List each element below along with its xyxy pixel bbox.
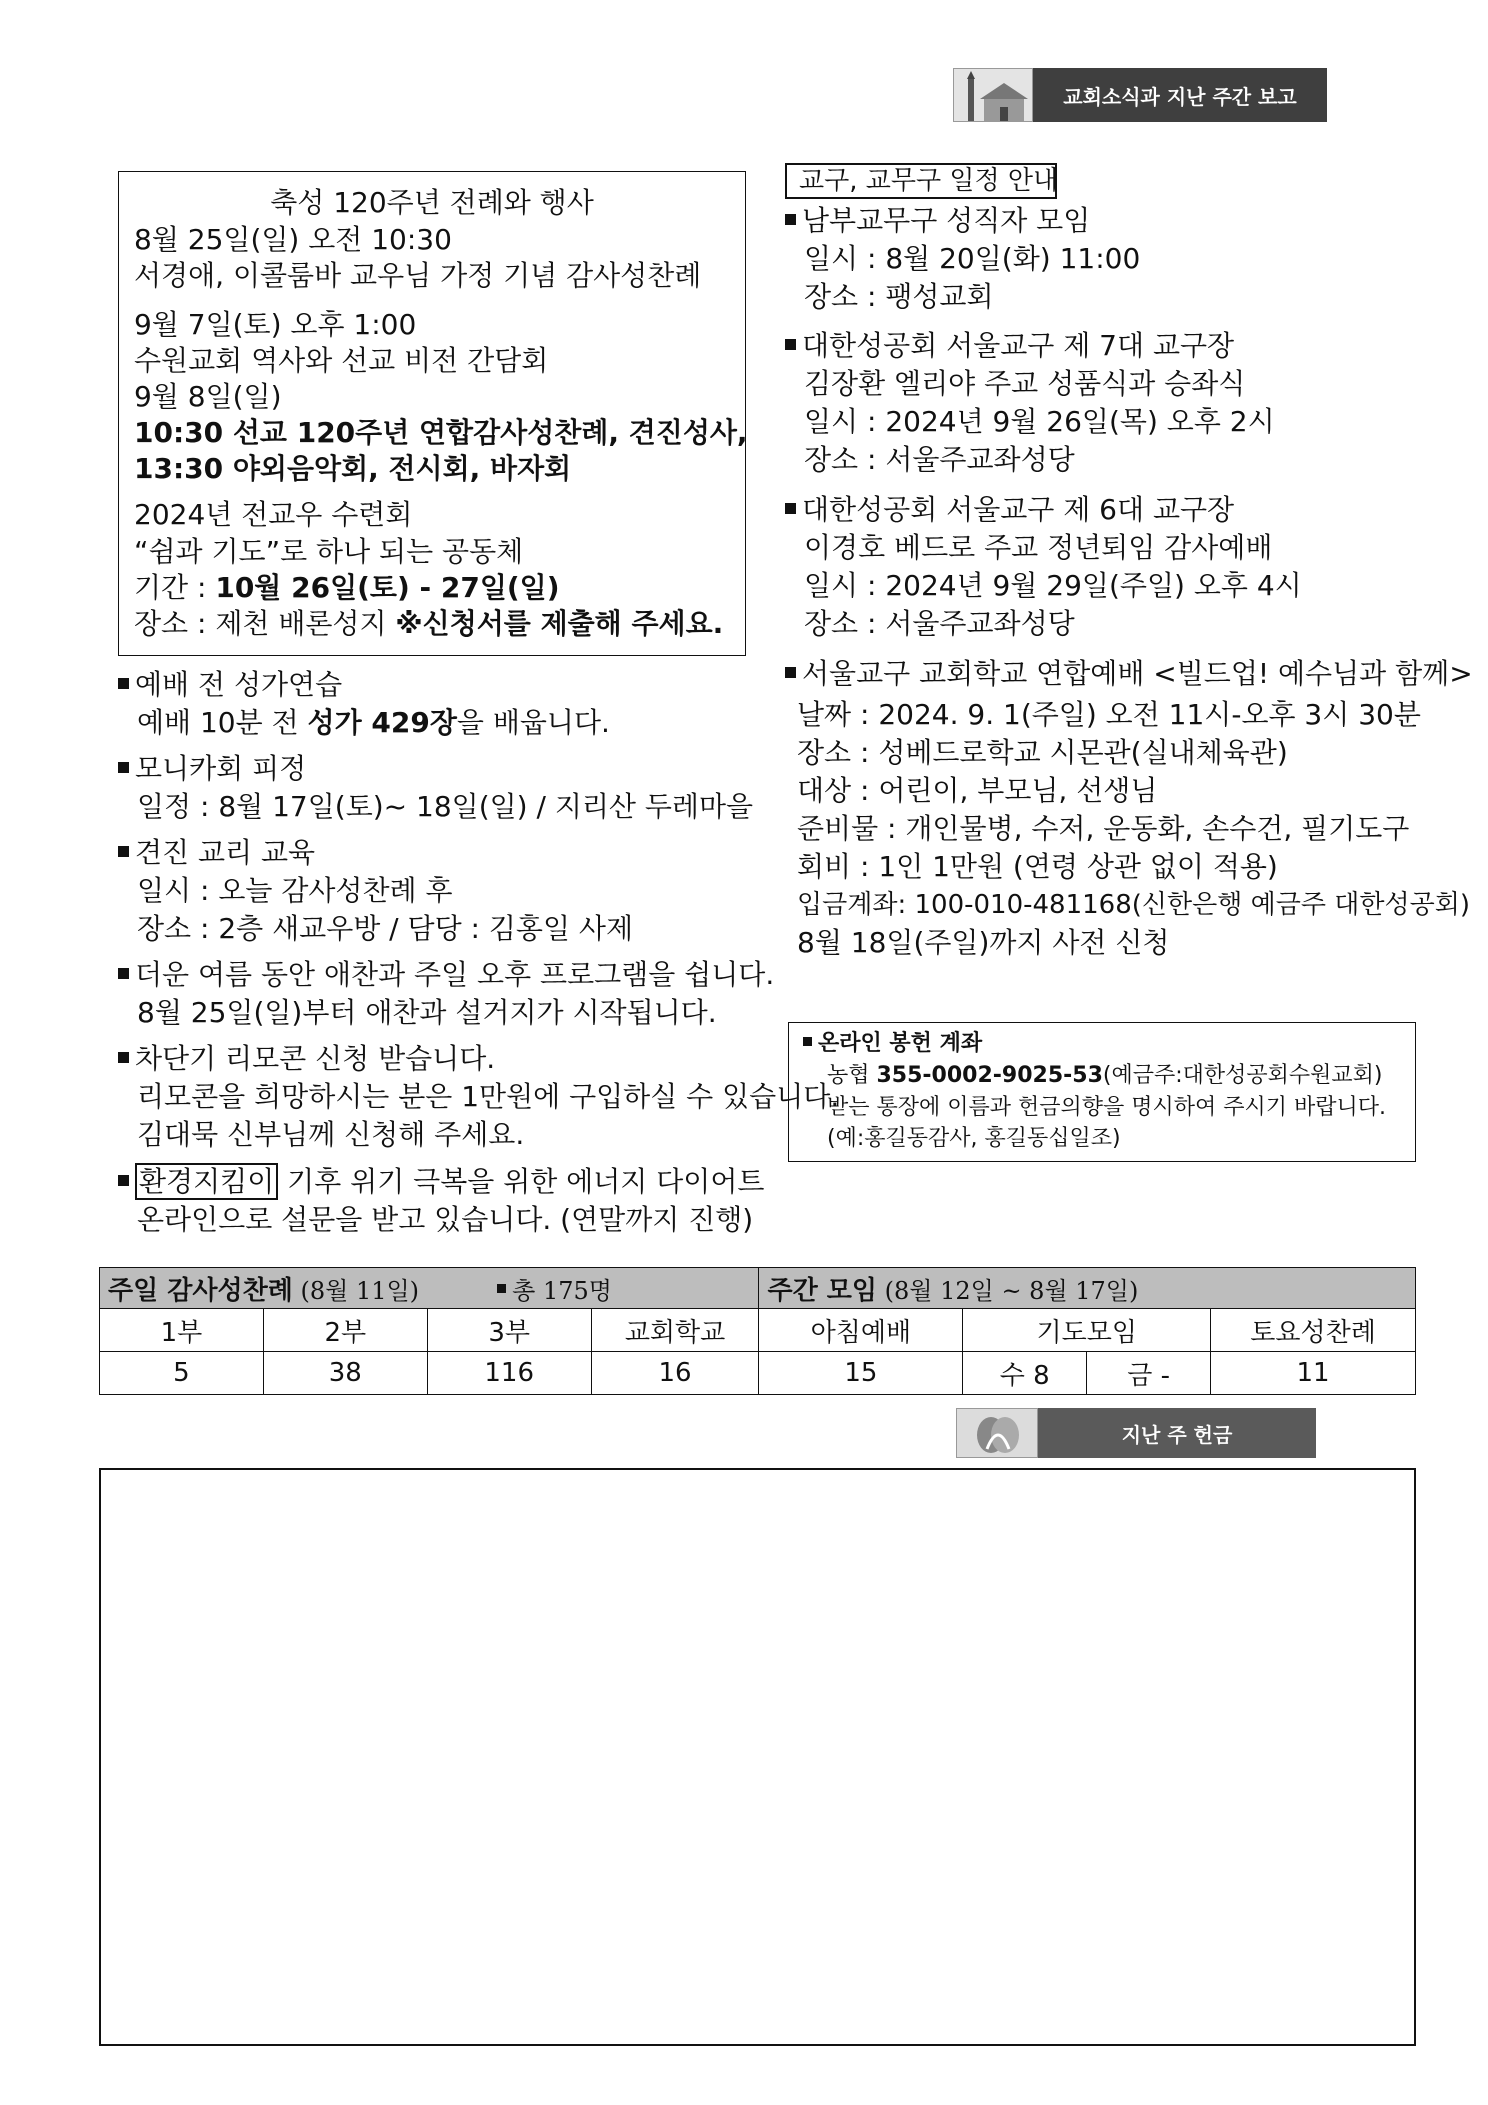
notice-line: 김대묵 신부님께 신청해 주세요. <box>137 1118 525 1151</box>
church-building-icon <box>953 68 1033 122</box>
anniversary-event-2-date: 9월 7일(토) 오후 1:00 <box>134 308 417 341</box>
diocese-event-title: 서울교구 교회학교 연합예배 <빌드업! 예수님과 함께> <box>785 655 1473 693</box>
diocese-event-title: 대한성공회 서울교구 제 7대 교구장 <box>785 327 1234 365</box>
diocese-event-line: 입금계좌: 100-010-481168(신한은행 예금주 대한성공회) <box>797 890 1470 920</box>
attendance-label: 아침예배 <box>759 1309 963 1352</box>
attendance-value: 116 <box>427 1352 591 1395</box>
notice-line: 온라인으로 설문을 받고 있습니다. (연말까지 진행) <box>137 1203 754 1236</box>
diocese-event-line: 장소 : 팽성교회 <box>804 280 994 313</box>
section-header <box>953 68 1327 122</box>
notice-title: 예배 전 성가연습 <box>118 666 342 704</box>
notice-title: 견진 교리 교육 <box>118 834 315 872</box>
diocese-event-title: 대한성공회 서울교구 제 6대 교구장 <box>785 491 1234 529</box>
attendance-value: 16 <box>591 1352 759 1395</box>
notice-title: 더운 여름 동안 애찬과 주일 오후 프로그램을 쉽니다. <box>118 956 774 994</box>
diocese-event-line: 일시 : 8월 20일(화) 11:00 <box>804 242 1141 275</box>
notice-title: 차단기 리모콘 신청 받습니다. <box>118 1040 495 1078</box>
anniversary-event-3-desc-b: 13:30 야외음악회, 전시회, 바자회 <box>134 452 572 485</box>
attendance-label: 교회학교 <box>591 1309 759 1352</box>
notice-line: 일정 : 8월 17일(토)~ 18일(일) / 지리산 두레마을 <box>137 790 754 823</box>
attendance-label: 2부 <box>263 1309 427 1352</box>
bullet-square-icon <box>497 1284 506 1293</box>
notice-title: 모니카회 피정 <box>118 750 306 788</box>
bullet-square-icon <box>785 503 796 514</box>
diocese-event-line: 장소 : 서울주교좌성당 <box>804 443 1075 476</box>
online-offering-example: (예:홍길동감사, 홍길동십일조) <box>827 1126 1121 1151</box>
attendance-value: 11 <box>1211 1352 1416 1395</box>
attendance-label: 토요성찬례 <box>1211 1309 1416 1352</box>
notice-line: 장소 : 2층 새교우방 / 담당 : 김홍일 사제 <box>137 912 633 945</box>
bullet-square-icon <box>785 339 796 350</box>
anniversary-event-2-desc: 수원교회 역사와 선교 비전 간담회 <box>134 344 549 377</box>
anniversary-event-1-date: 8월 25일(일) 오전 10:30 <box>134 223 452 256</box>
bullet-square-icon <box>785 667 796 678</box>
weekly-meeting-header: 주간 모임 (8월 12일 ~ 8월 17일) <box>759 1268 1416 1309</box>
retreat-period: 기간 : 10월 26일(토) - 27일(일) <box>134 571 560 604</box>
diocese-event-line: 일시 : 2024년 9월 29일(주일) 오후 4시 <box>804 569 1302 602</box>
bullet-square-icon <box>118 968 129 979</box>
diocese-event-line: 일시 : 2024년 9월 26일(목) 오후 2시 <box>804 405 1275 438</box>
diocese-event-title: 남부교무구 성직자 모임 <box>785 202 1090 240</box>
bullet-square-icon <box>785 214 796 225</box>
attendance-label: 1부 <box>100 1309 264 1352</box>
attendance-label: 3부 <box>427 1309 591 1352</box>
diocese-event-line: 장소 : 서울주교좌성당 <box>804 607 1075 640</box>
offering-header-label: 지난 주 헌금 <box>1038 1408 1316 1458</box>
online-offering-title: 온라인 봉헌 계좌 <box>803 1029 982 1059</box>
diocese-event-line: 대상 : 어린이, 부모님, 선생님 <box>797 774 1158 807</box>
retreat-subtitle: “쉼과 기도”로 하나 되는 공동체 <box>134 535 524 568</box>
attendance-value: 수 8 <box>963 1352 1087 1395</box>
notice-title: 환경지킴이 기후 위기 극복을 위한 에너지 다이어트 <box>118 1163 764 1201</box>
anniversary-event-3-desc-a: 10:30 선교 120주년 연합감사성찬례, 견진성사, <box>134 416 748 449</box>
offering-list-box <box>99 1468 1416 2046</box>
online-offering-account: 농협 355-0002-9025-53(예금주:대한성공회수원교회) <box>827 1063 1383 1088</box>
diocese-schedule-heading: 교구, 교무구 일정 안내 <box>785 163 1057 199</box>
diocese-event-line: 8월 18일(주일)까지 사전 신청 <box>797 926 1170 959</box>
bullet-square-icon <box>118 1052 129 1063</box>
diocese-event-line: 장소 : 성베드로학교 시몬관(실내체육관) <box>797 736 1288 769</box>
bullet-square-icon <box>118 762 129 773</box>
attendance-label: 기도모임 <box>963 1309 1211 1352</box>
anniversary-box <box>118 171 746 656</box>
retreat-place: 장소 : 제천 배론성지 ※신청서를 제출해 주세요. <box>134 607 724 640</box>
retreat-title: 2024년 전교우 수련회 <box>134 498 413 531</box>
attendance-header-row <box>100 1268 1416 1309</box>
bullet-square-icon <box>118 1175 129 1186</box>
offering-header <box>956 1408 1316 1458</box>
section-header-label: 교회소식과 지난 주간 보고 <box>1033 68 1327 122</box>
anniversary-title: 축성 120주년 전례와 행사 <box>270 186 594 219</box>
attendance-label-row <box>100 1309 1416 1352</box>
attendance-value-row <box>100 1352 1416 1395</box>
notice-line: 예배 10분 전 성가 429장을 배웁니다. <box>137 706 610 739</box>
attendance-value: 15 <box>759 1352 963 1395</box>
sunday-eucharist-header: 주일 감사성찬례 (8월 11일) 총 175명 <box>100 1268 759 1309</box>
online-offering-box <box>788 1022 1416 1162</box>
bullet-square-icon <box>118 678 129 689</box>
praying-hands-icon <box>956 1408 1038 1458</box>
attendance-value: 금 - <box>1087 1352 1211 1395</box>
diocese-event-title-2: 김장환 엘리야 주교 성품식과 승좌식 <box>804 367 1246 400</box>
online-offering-note: 받는 통장에 이름과 헌금의향을 명시하여 주시기 바랍니다. <box>827 1095 1387 1120</box>
attendance-table <box>99 1267 1416 1395</box>
diocese-event-line: 회비 : 1인 1만원 (연령 상관 없이 적용) <box>797 850 1278 883</box>
notice-line: 8월 25일(일)부터 애찬과 설거지가 시작됩니다. <box>137 996 717 1029</box>
bullet-square-icon <box>118 846 129 857</box>
anniversary-event-1-desc: 서경애, 이콜룸바 교우님 가정 기념 감사성찬례 <box>134 259 702 292</box>
notice-line: 리모콘을 희망하시는 분은 1만원에 구입하실 수 있습니다. <box>137 1080 840 1113</box>
diocese-event-line: 준비물 : 개인물병, 수저, 운동화, 손수건, 필기도구 <box>797 812 1410 845</box>
attendance-value: 38 <box>263 1352 427 1395</box>
notice-line: 일시 : 오늘 감사성찬례 후 <box>137 874 453 907</box>
anniversary-event-3-date: 9월 8일(일) <box>134 380 282 413</box>
bullet-square-icon <box>803 1037 812 1046</box>
diocese-event-title-2: 이경호 베드로 주교 정년퇴임 감사예배 <box>804 531 1273 564</box>
diocese-event-line: 날짜 : 2024. 9. 1(주일) 오전 11시-오후 3시 30분 <box>797 698 1421 731</box>
attendance-value: 5 <box>100 1352 264 1395</box>
